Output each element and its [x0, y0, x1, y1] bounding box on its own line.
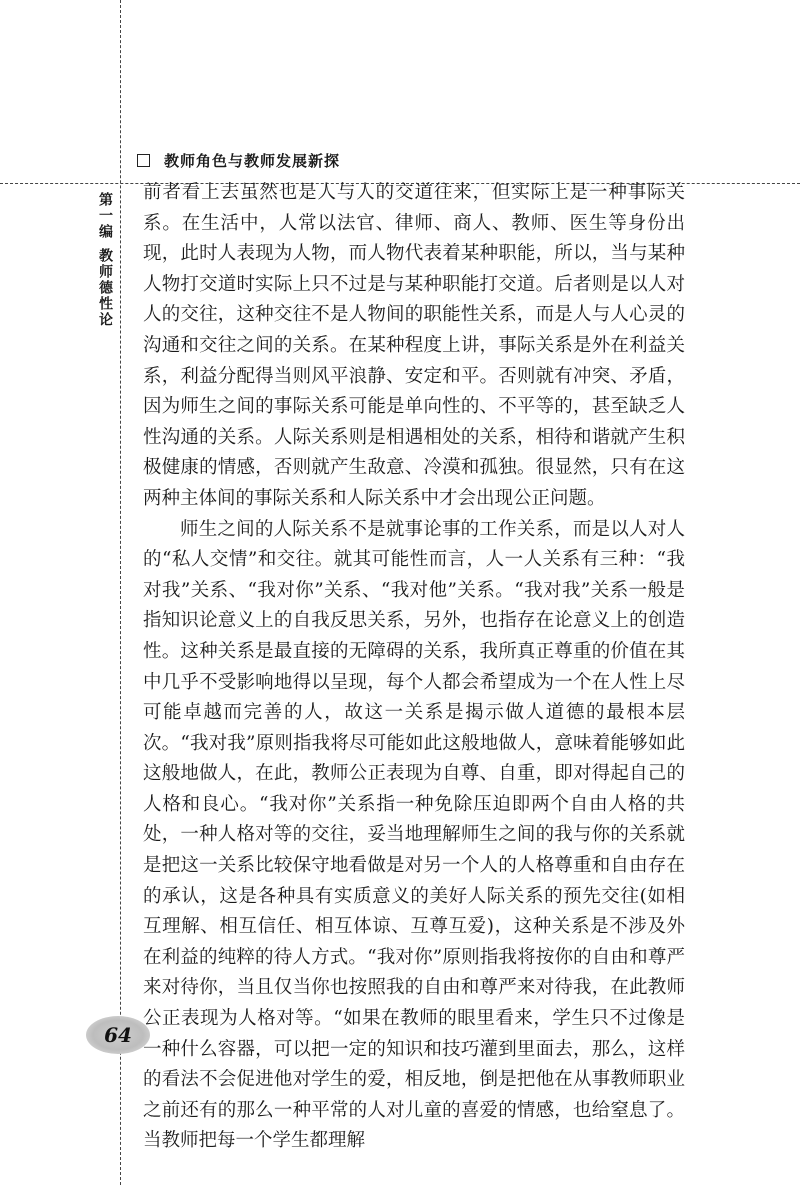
main-text — [143, 178, 685, 1157]
side-chapter-label: 教师德性论 — [97, 248, 113, 328]
square-bullet-icon — [137, 154, 150, 167]
margin-cut-line-vertical — [120, 0, 121, 1185]
running-head — [137, 150, 340, 171]
book-title: 教师角色与教师发展新探 — [164, 152, 341, 170]
page-number: 64 — [104, 1023, 132, 1047]
paragraph: 前者看上去虽然也是人与人的交道往来，但实际上是一种事际关系。在生活中，人常以法官、律师、商人、教师、医生等身份出现，此时人表现为人物，而人物代表着某种职能，所以，当与某种人物打交道时实际上只不过是与某种职能打交道。后者则是以人对人的交往，这种交往不是人物间的职能性关系，而是人与人心灵的沟通和交往之间的关系。在某种程度上讲，事际关系是外在利益关系，利益分配得当则风平浪静、安定和平。否则就有冲突、矛盾，因为师生之间的事际关系可能是单向性的、不平等的，甚至缺乏人性沟通的关系。人际关系则是相遇相处的关系，相待和谐就产生积极健康的情感，否则就产生敌意、冷漠和孤独。很显然，只有在这两种主体间的事际关系和人际关系中才会出现公正问题。 — [143, 182, 685, 509]
page-number-badge — [86, 1016, 150, 1054]
side-part-label: 第一编 — [97, 192, 113, 240]
paragraph: 师生之间的人际关系不是就事论事的工作关系，而是以人对人的“私人交情”和交往。就其可能性而言，人一人关系有三种：“我对我”关系、“我对你”关系、“我对他”关系。“我对我”关系一般是指知识论意义上的自我反思关系，另外，也指存在论意义上的创造性。这种关系是最直接的无障碍的关系，我所真正尊重的价值在其中几乎不受影响地得以呈现，每个人都会希望成为一个在人性上尽可能卓越而完善的人，故这一关系是揭示做人道德的最根本层次。“我对我”原则指我将尽可能如此这般地做人，意味着能够如此这般地做人，在此，教师公正表现为自尊、自重，即对得起自己的人格和良心。“我对你”关系指一种免除压迫即两个自由人格的共处，一种人格对等的交往，妥当地理解师生之间的我与你的关系就是把这一关系比较保守地看做是对另一个人的人格尊重和自由存在的承认，这是各种具有实质意义的美好人际关系的预先交往(如相互理解、相互信任、相互体谅、互尊互爱)，这种关系是不涉及外在利益的纯粹的待人方式。“我对你”原则指我将按你的自由和尊严来对待你，当且仅当你也按照我的自由和尊严来对待我，在此教师公正表现为人格对等。“如果在教师的眼里看来，学生只不过像是一种什么容器，可以把一定的知识和技巧灌到里面去，那么，这样的看法不会促进他对学生的爱，相反地，倒是把他在从事教师职业之前还有的那么一种平常的人对儿童的喜爱的情感，也给窒息了。当教师把每一个学生都理解 — [143, 518, 685, 1152]
